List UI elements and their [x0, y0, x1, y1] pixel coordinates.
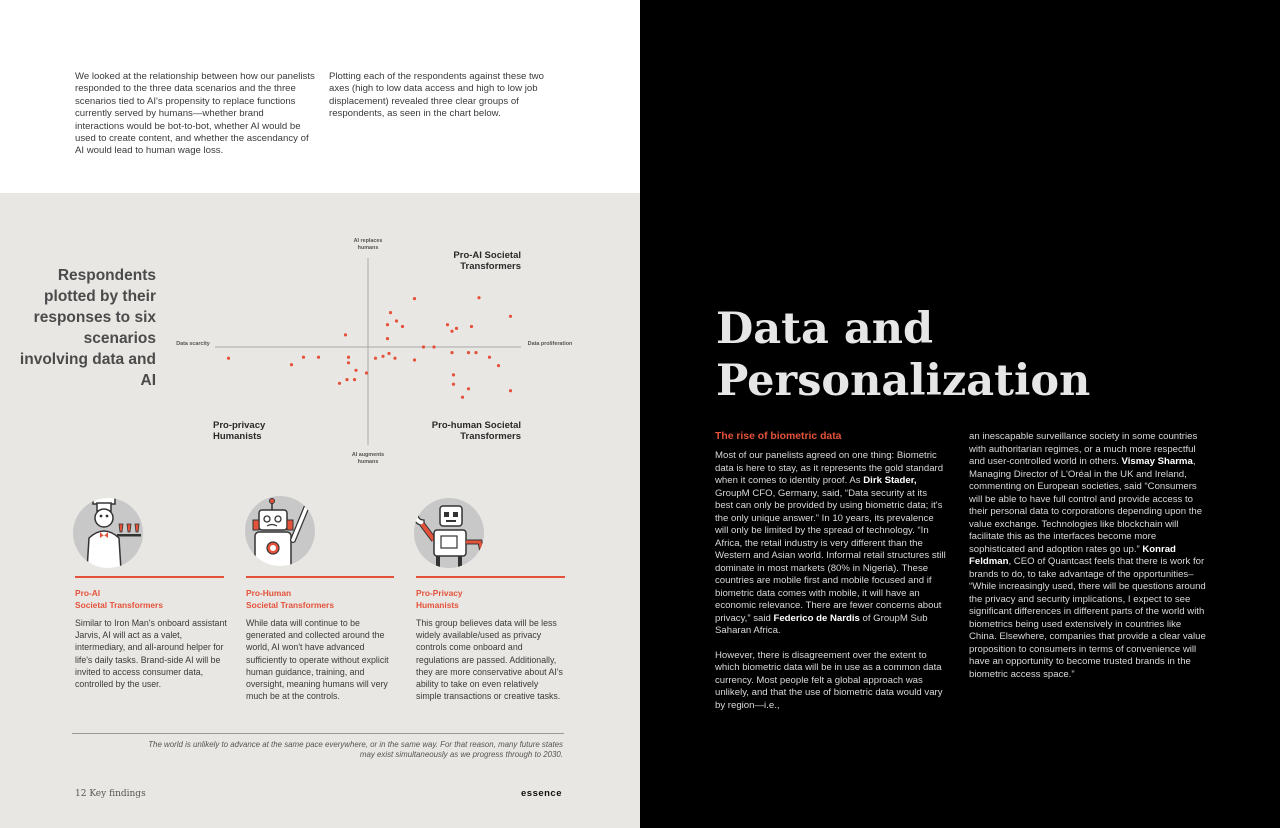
worried-robot-icon: [245, 496, 315, 566]
body-text: , CEO of Quantcast feels that there is work for brands to do, to take advantage of the opportunities– “While increasingly used, there will be questions around the privacy and security implications, I expect to see significant differences in different parts of the world with biometrics being used extensively in countries like China. Elsewhere, companies that provide a clear value proposition to consumers in terms of convenience will have an opportunity to become trusted brands in the biometric access space.”: [969, 556, 1206, 680]
respondent-point: [347, 361, 350, 364]
persona-name-line-1: Pro-Human: [246, 588, 292, 598]
persona-name-pro-privacy: [416, 587, 463, 611]
y-axis-bottom-label: AI augments humans: [351, 452, 385, 465]
respondent-point: [467, 387, 470, 390]
respondent-point: [227, 357, 230, 360]
quoted-person-name: Federico de Nardis: [773, 612, 860, 624]
respondent-point: [381, 355, 384, 358]
respondent-point: [389, 311, 392, 314]
respondent-point: [338, 382, 341, 385]
respondent-point: [509, 315, 512, 318]
body-column-2: [969, 431, 1206, 693]
persona-desc-pro-privacy: This group believes data will be less widely available/used as privacy controls come onboard and regulations are passed. Additionally, they are more conservative about AI's ability to take on even relatively simple transactions or creative tasks.: [416, 618, 563, 702]
respondent-point: [477, 296, 480, 299]
persona-divider: [75, 576, 224, 578]
footer-note: The world is unlikely to advance at the same pace everywhere, or in the same way. For that reason, many future states may exist simultaneously as we progress through to 2030.: [148, 740, 563, 760]
respondent-point: [386, 337, 389, 340]
respondent-point: [345, 378, 348, 381]
persona-desc-pro-ai: Similar to Iron Man's onboard assistant Jarvis, AI will act as a valet, intermediary, and all-around helper for life's daily tasks. Brand-side AI will be invited to access consumer data, controlled by the user.: [75, 618, 227, 690]
respondent-point: [347, 356, 350, 359]
persona-name-line-1: Pro-Privacy: [416, 588, 463, 598]
body-text: GroupM CFO, Germany, said, “Data security at its best can only be provided by using biometric data; it's the only unique answer.” In 10 years, its prevalence will only be limited by the spread of technology. “In Africa, the retail industry is very different than the Western and Asian world. Informal retail structures still dominate in most markets (80% in Nigeria). These countries are mobile first and mobile focused and if biometric data comes with mobile, it will have an economic relevance. There are fewer concerns about privacy,” said: [715, 487, 946, 624]
footer-rule: [72, 733, 564, 734]
brand-logo: essence: [521, 788, 563, 799]
intro-column-2: Plotting each of the respondents against these two axes (high to low data access and high to low job displacement) revealed three clear groups of respondents, as seen in the chart below.: [329, 71, 544, 120]
x-axis-right-label: Data proliferation: [527, 341, 573, 347]
respondent-point: [432, 345, 435, 348]
respondent-point: [374, 357, 377, 360]
respondent-point: [497, 364, 500, 367]
body-paragraph-3: [969, 431, 1206, 681]
respondent-point: [470, 325, 473, 328]
body-text: an inescapable surveillance society in some countries with authoritarian regimes, or a much more respectful and user-controlled world in others.: [969, 431, 1198, 467]
quadrant-label-bottom-left: Pro-privacy Humanists: [213, 420, 266, 442]
respondent-point: [413, 297, 416, 300]
respondent-point: [461, 396, 464, 399]
chart-side-title: Respondents plotted by their responses to six scenarios involving data and AI: [19, 267, 156, 389]
quoted-person-name: Dirk Stader,: [863, 475, 917, 486]
y-axis-top-label: AI replaces humans: [353, 238, 383, 251]
respondent-point: [450, 351, 453, 354]
respondent-point: [395, 319, 398, 322]
respondent-point: [387, 352, 390, 355]
section-title: Data and Personalization: [716, 304, 1091, 406]
respondent-point: [317, 356, 320, 359]
respondent-point: [422, 345, 425, 348]
persona-divider: [246, 576, 394, 578]
intro-column-1: We looked at the relationship between how our panelists responded to the three data scenarios and the three scenarios tied to AI's propensity to replace functions currently served by humans—whether brand interactions would be bot-to-bot, whether AI would be used to create content, and whether the ascendancy of AI would lead to human wage loss.: [75, 71, 315, 157]
body-paragraph-2: However, there is disagreement over the extent to which biometric data will be in use as a common data currency. Most people felt a global approach was unlikely, and that the use of biometric data would vary by region—i.e.,: [715, 649, 943, 711]
respondent-point: [446, 323, 449, 326]
persona-divider: [416, 576, 565, 578]
respondent-point: [488, 356, 491, 359]
persona-desc-pro-human: While data will continue to be generated and collected around the world, AI won't have advanced sufficiently to operate without explicit human guidance, training, and oversight, meaning humans will very much be at the controls.: [246, 618, 389, 702]
persona-name-line-1: Pro-AI: [75, 588, 101, 598]
respondent-point: [401, 325, 404, 328]
quadrant-label-top-right: Pro-AI Societal Transformers: [453, 250, 521, 272]
page-folio: 12 Key findings: [75, 789, 146, 799]
body-text: , Managing Director of L'Oréal in the UK and Ireland, commenting on European societies, said “Consumers will be able to have full control and provide access to their personal data to corporations depending upon the value exchange. Technologies like blockchain will facilitate this as the interfaces become more sophisticated and adoption rates go up.”: [969, 456, 1203, 555]
respondent-point: [365, 371, 368, 374]
respondent-point: [302, 356, 305, 359]
butler-robot-icon: [73, 498, 143, 568]
x-axis-left-label: Data scarcity: [176, 341, 210, 347]
body-column-1: [715, 450, 947, 724]
respondent-point: [509, 389, 512, 392]
respondent-point: [450, 330, 453, 333]
respondent-point: [353, 378, 356, 381]
respondent-point: [290, 363, 293, 366]
persona-name-pro-human: [246, 587, 334, 611]
respondent-point: [344, 333, 347, 336]
respondent-point: [386, 323, 389, 326]
claw-robot-icon: [414, 498, 484, 568]
persona-name-line-2: Societal Transformers: [246, 600, 334, 610]
respondent-point: [354, 369, 357, 372]
respondent-point: [393, 357, 396, 360]
persona-name-line-2: Humanists: [416, 600, 459, 610]
respondent-point: [474, 351, 477, 354]
respondent-point: [467, 351, 470, 354]
right-page: [640, 0, 1280, 828]
quoted-person-name: Vismay Sharma: [1121, 456, 1193, 467]
respondent-point: [452, 383, 455, 386]
persona-name-pro-ai: [75, 587, 163, 611]
respondent-point: [452, 373, 455, 376]
body-text: of GroupM Sub Saharan Africa.: [715, 612, 928, 636]
respondent-point: [455, 327, 458, 330]
section-subhead: The rise of biometric data: [715, 431, 842, 442]
quadrant-label-bottom-right: Pro-human Societal Transformers: [431, 420, 521, 442]
quoted-person-name: Konrad Feldman: [969, 543, 1176, 567]
body-paragraph-1: [715, 450, 947, 638]
persona-name-line-2: Societal Transformers: [75, 600, 163, 610]
respondent-scatter-chart: [175, 230, 575, 470]
body-text: Most of our panelists agreed on one thing: Biometric data is here to stay, as it represents the gold standard when it comes to identity proof. As: [715, 450, 944, 486]
respondent-point: [413, 358, 416, 361]
